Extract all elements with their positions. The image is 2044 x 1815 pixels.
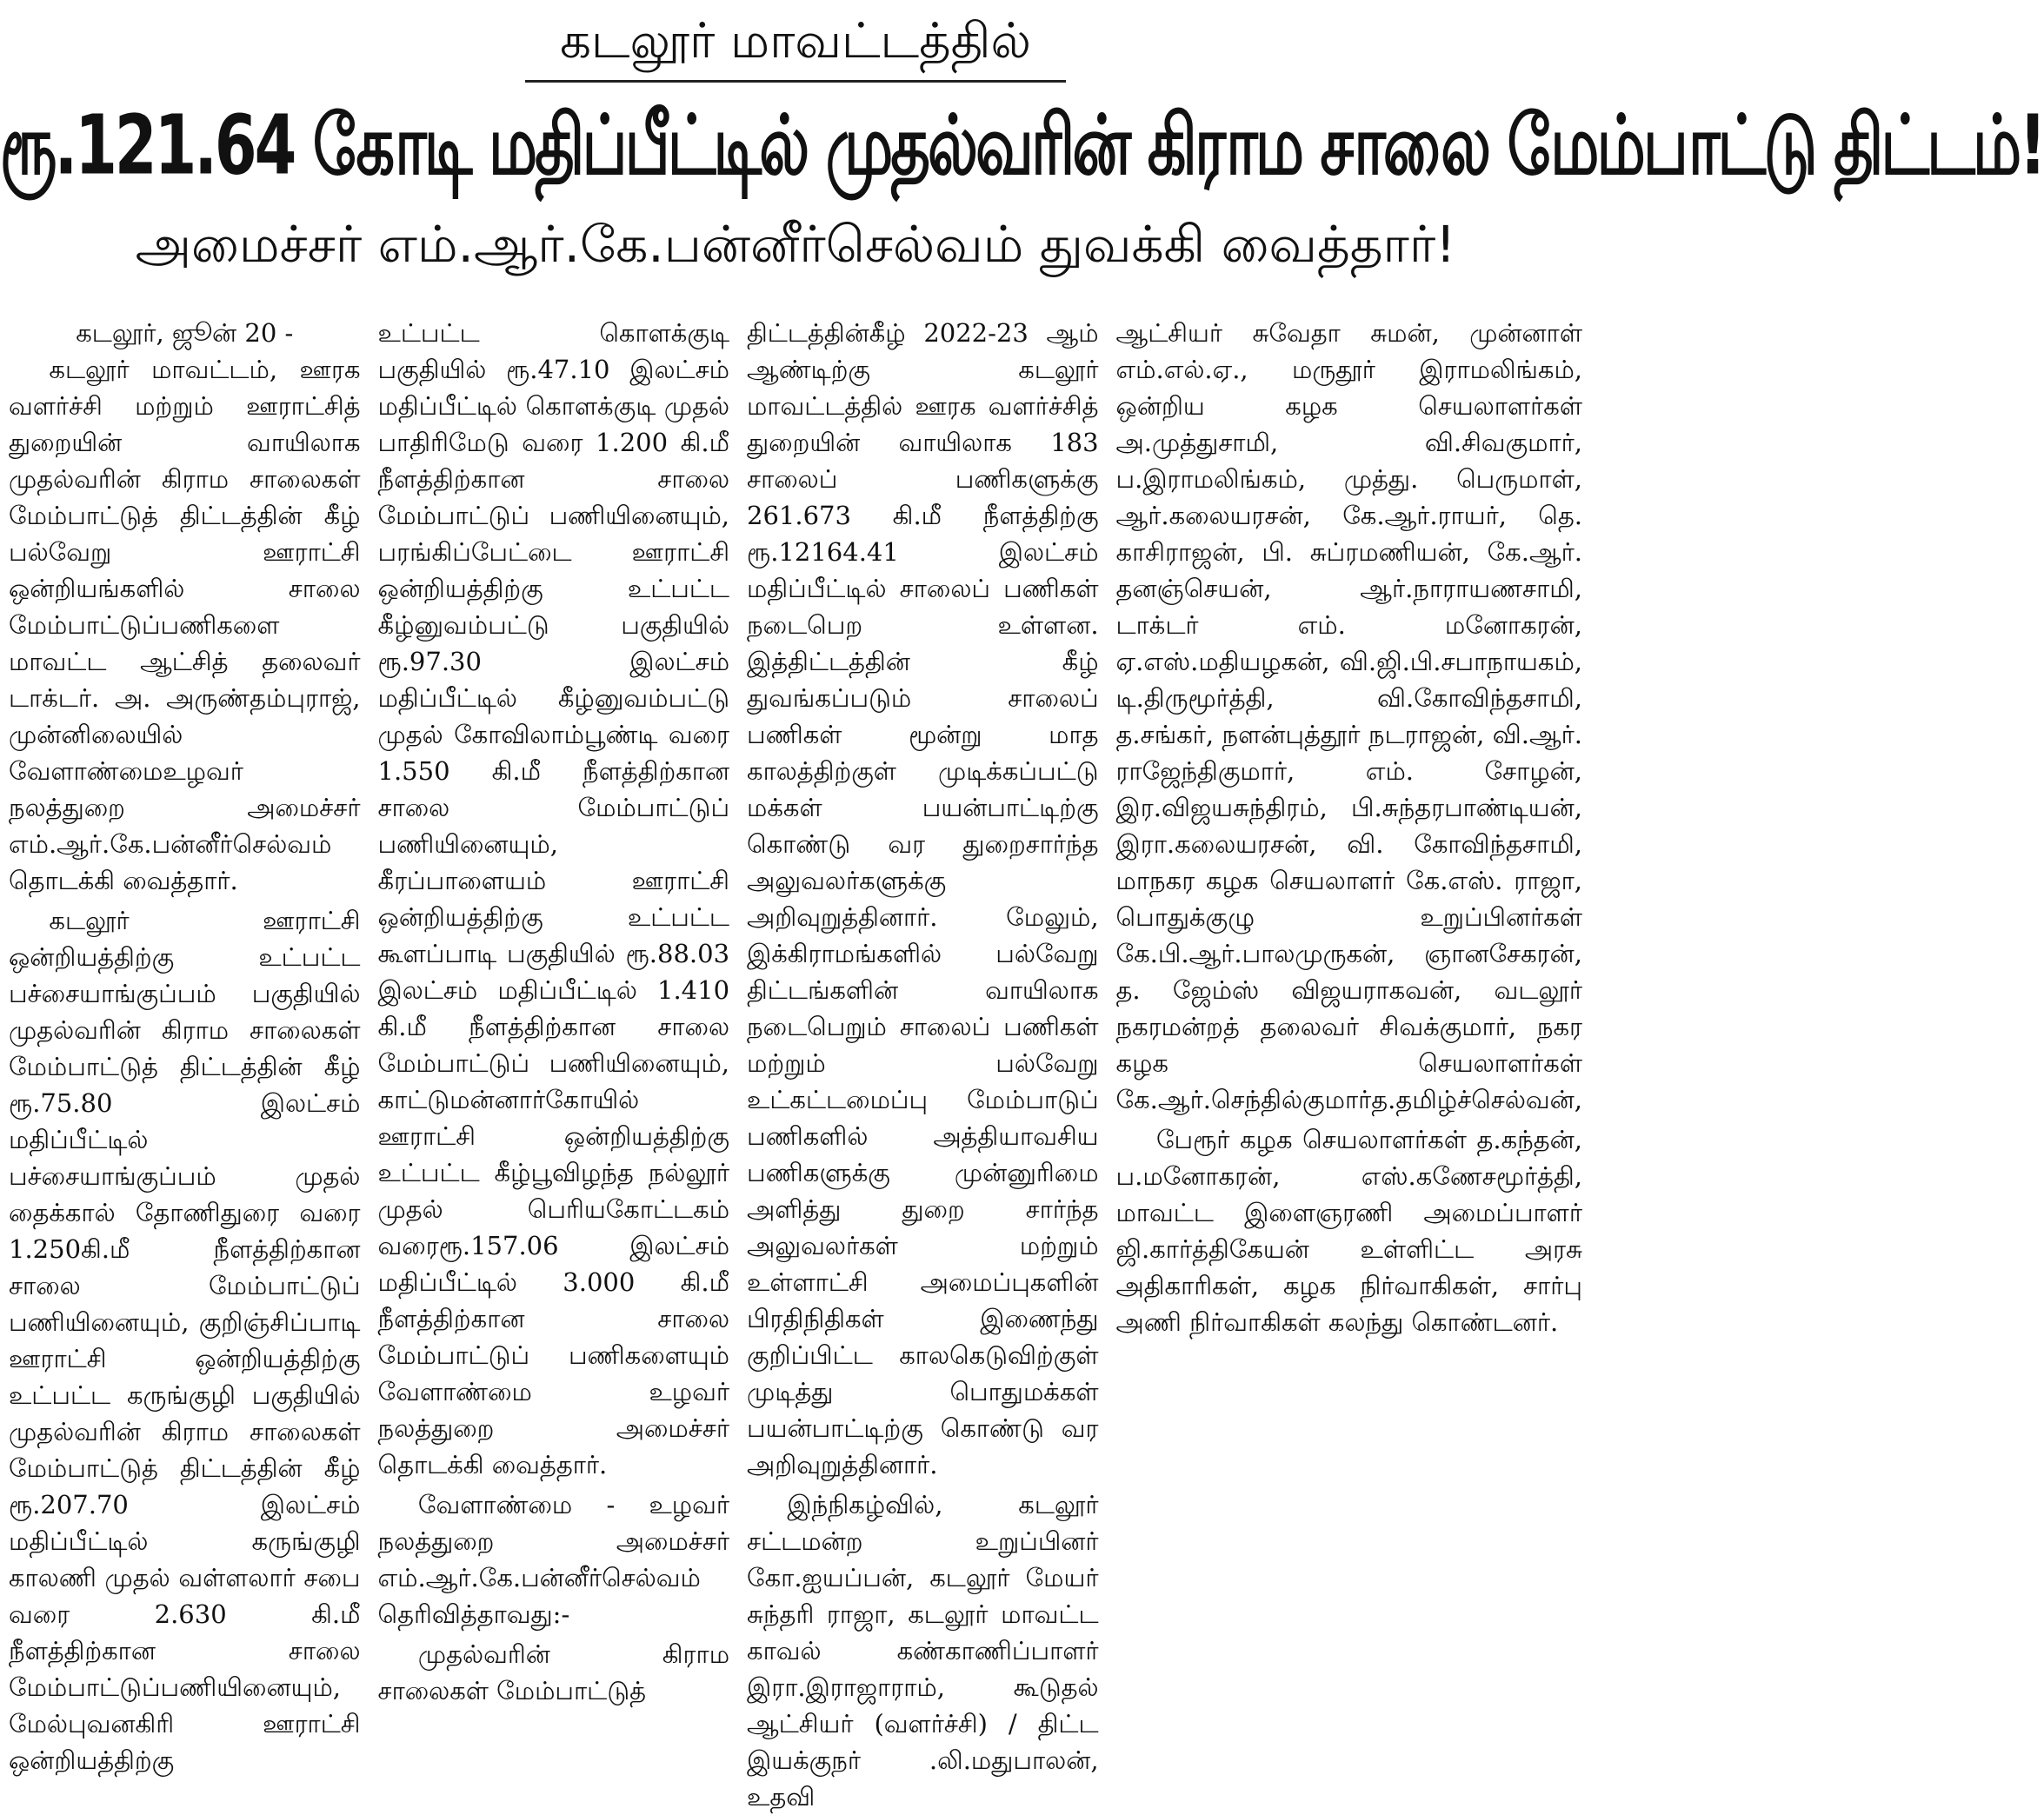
subheadline: அமைச்சர் எம்.ஆர்.கே.பன்னீர்செல்வம் துவக்கி வைத்தார்! (135, 215, 1456, 274)
paragraph: ஆட்சியர் சுவேதா சுமன், முன்னாள் எம்.எல்.ஏ., மருதூர் இராமலிங்கம், ஒன்றிய கழக செயலாளர்கள் அ.முத்துசாமி, வி.சிவகுமார், ப.இராமலிங்கம், முத்து. பெருமாள், ஆர்.கலையரசன், கே.ஆர்.ராயர், தெ. காசிராஜன், பி. சுப்ரமணியன், கே.ஆர். தனஞ்செயன், ஆர்.நாராயணசாமி, டாக்டர் எம். மனோகரன், ஏ.எஸ்.மதியழகன், வி.ஜி.பி.சபாநாயகம், டி.திருமூர்த்தி, வி.கோவிந்தசாமி, த.சங்கர், நளன்புத்தூர் நடராஜன், வி.ஆர். ராஜேந்திகுமார், எம். சோழன், இர.விஜயசுந்திரம், பி.சுந்தரபாண்டியன், இரா.கலையரசன், வி. கோவிந்தசாமி, மாநகர கழக செயலாளர் கே.எஸ். ராஜா, பொதுக்குழு உறுப்பினர்கள் கே.பி.ஆர்.பாலமுருகன், ஞானசேகரன், த. ஜேம்ஸ் விஜயராகவன், வடலூர் நகரமன்றத் தலைவர் சிவக்குமார், நகர கழக செயலாளர்கள் கே.ஆர்.செந்தில்குமார்த.தமிழ்ச்செல்வன், (1115, 318, 1582, 1114)
kicker: கடலூர் மாவட்டத்தில் (525, 10, 1066, 83)
column-2 (378, 315, 730, 1815)
kicker-container (0, 0, 1591, 83)
paragraph: கடலூர் ஊராட்சி ஒன்றியத்திற்கு உட்பட்ட பச்சையாங்குப்பம் பகுதியில் முதல்வரின் கிராம சாலைகள் மேம்பாட்டுத் திட்டத்தின் கீழ் ரூ.75.80 இலட்சம் மதிப்பீட்டில் பச்சையாங்குப்பம் முதல் தைக்கால் தோணிதுரை வரை 1.250கி.மீ நீளத்திற்கான சாலை மேம்பாட்டுப் பணியினையும், குறிஞ்சிப்பாடி ஊராட்சி ஒன்றியத்திற்கு உட்பட்ட கருங்குழி பகுதியில் முதல்வரின் கிராம சாலைகள் மேம்பாட்டுத் திட்டத்தின் கீழ் ரூ.207.70 இலட்சம் மதிப்பீட்டில் கருங்குழி காலணி முதல் வள்ளலார் சபை வரை 2.630 கி.மீ நீளத்திற்கான சாலை மேம்பாட்டுப்பணியினையும், மேல்புவனகிரி ஊராட்சி ஒன்றியத்திற்கு (9, 906, 361, 1775)
paragraph: பேரூர் கழக செயலாளர்கள் த.கந்தன், ப.மனோகரன், எஸ்.கணேசமூர்த்தி, மாவட்ட இளைஞரணி அமைப்பாளர் ஜி.கார்த்திகேயன் உள்ளிட்ட அரசு அதிகாரிகள், கழக நிர்வாகிகள், சார்பு அணி நிர்வாகிகள் கலந்து கொண்டனர். (1115, 1125, 1582, 1337)
column-4 (1116, 315, 1582, 1815)
column-1 (9, 315, 361, 1815)
article-body (9, 315, 1582, 1812)
paragraph: திட்டத்தின்கீழ் 2022-23 ஆம் ஆண்டிற்கு கடலூர் மாவட்டத்தில் ஊரக வளர்ச்சித் துறையின் வாயிலாக 183 சாலைப் பணிகளுக்கு 261.673 கி.மீ நீளத்திற்கு ரூ.12164.41 இலட்சம் மதிப்பீட்டில் சாலைப் பணிகள் நடைபெற உள்ளன. இத்திட்டத்தின் கீழ் துவங்கப்படும் சாலைப் பணிகள் மூன்று மாத காலத்திற்குள் முடிக்கப்பட்டு மக்கள் பயன்பாட்டிற்கு கொண்டு வர துறைசார்ந்த அலுவலர்களுக்கு அறிவுறுத்தினார். மேலும், இக்கிராமங்களில் பல்வேறு திட்டங்களின் வாயிலாக நடைபெறும் சாலைப் பணிகள் மற்றும் பல்வேறு உட்கட்டமைப்பு மேம்பாடுப் பணிகளில் அத்தியாவசிய பணிகளுக்கு முன்னுரிமை அளித்து துறை சார்ந்த அலுவலர்கள் மற்றும் உள்ளாட்சி அமைப்புகளின் பிரதிநிதிகள் இணைந்து குறிப்பிட்ட காலகெடுவிற்குள் முடித்து பொதுமக்கள் பயன்பாட்டிற்கு கொண்டு வர அறிவுறுத்தினார். (747, 318, 1099, 1479)
paragraph: உட்பட்ட கொளக்குடி பகுதியில் ரூ.47.10 இலட்சம் மதிப்பீட்டில் கொளக்குடி முதல் பாதிரிமேடு வரை 1.200 கி.மீ நீளத்திற்கான சாலை மேம்பாட்டுப் பணியினையும், பரங்கிப்பேட்டை ஊராட்சி ஒன்றியத்திற்கு உட்பட்ட கீழ்னுவம்பட்டு பகுதியில் ரூ.97.30 இலட்சம் மதிப்பீட்டில் கீழ்னுவம்பட்டு முதல் கோவிலாம்பூண்டி வரை 1.550 கி.மீ நீளத்திற்கான சாலை மேம்பாட்டுப் பணியினையும், கீரப்பாளையம் ஊராட்சி ஒன்றியத்திற்கு உட்பட்ட கூளப்பாடி பகுதியில் ரூ.88.03 இலட்சம் மதிப்பீட்டில் 1.410 கி.மீ நீளத்திற்கான சாலை மேம்பாட்டுப் பணியினையும், காட்டுமன்னார்கோயில் ஊராட்சி ஒன்றியத்திற்கு உட்பட்ட கீழ்பூவிழந்த நல்லூர் முதல் பெரியகோட்டகம் வரைரூ.157.06 இலட்சம் மதிப்பீட்டில் 3.000 கி.மீ நீளத்திற்கான சாலை மேம்பாட்டுப் பணிகளையும் வேளாண்மை உழவர் நலத்துறை அமைச்சர் தொடக்கி வைத்தார். (377, 318, 730, 1479)
dateline: கடலூர், ஜூன் 20 - (76, 318, 294, 348)
paragraph: முதல்வரின் கிராம சாலைகள் மேம்பாட்டுத் (377, 1639, 730, 1705)
paragraph: இந்நிகழ்வில், கடலூர் சட்டமன்ற உறுப்பினர் கோ.ஐயப்பன், கடலூர் மேயர் சுந்தரி ராஜா, கடலூர் மாவட்ட காவல் கண்காணிப்பாளர் இரா.இராஜாராம், கூடுதல் ஆட்சியர் (வளர்ச்சி) / திட்ட இயக்குநர் .லி.மதுபாலன், உதவி (747, 1490, 1099, 1812)
headline: ரூ.121.64 கோடி மதிப்பீட்டில் முதல்வரின் கிராம சாலை மேம்பாட்டு திட்டம்! (0, 96, 2044, 194)
paragraph: கடலூர் மாவட்டம், ஊரக வளர்ச்சி மற்றும் ஊராட்சித் துறையின் வாயிலாக முதல்வரின் கிராம சாலைகள் மேம்பாட்டுத் திட்டத்தின் கீழ் பல்வேறு ஊராட்சி ஒன்றியங்களில் சாலை மேம்பாட்டுப்பணிகளை மாவட்ட ஆட்சித் தலைவர் டாக்டர். அ. அருண்தம்புராஜ், முன்னிலையில் வேளாண்மைஉழவர் நலத்துறை அமைச்சர் எம்.ஆர்.கே.பன்னீர்செல்வம் தொடக்கி வைத்தார். (9, 355, 361, 895)
paragraph: வேளாண்மை - உழவர் நலத்துறை அமைச்சர் எம்.ஆர்.கே.பன்னீர்செல்வம் தெரிவித்தாவது:- (377, 1490, 730, 1629)
column-3 (747, 315, 1099, 1815)
